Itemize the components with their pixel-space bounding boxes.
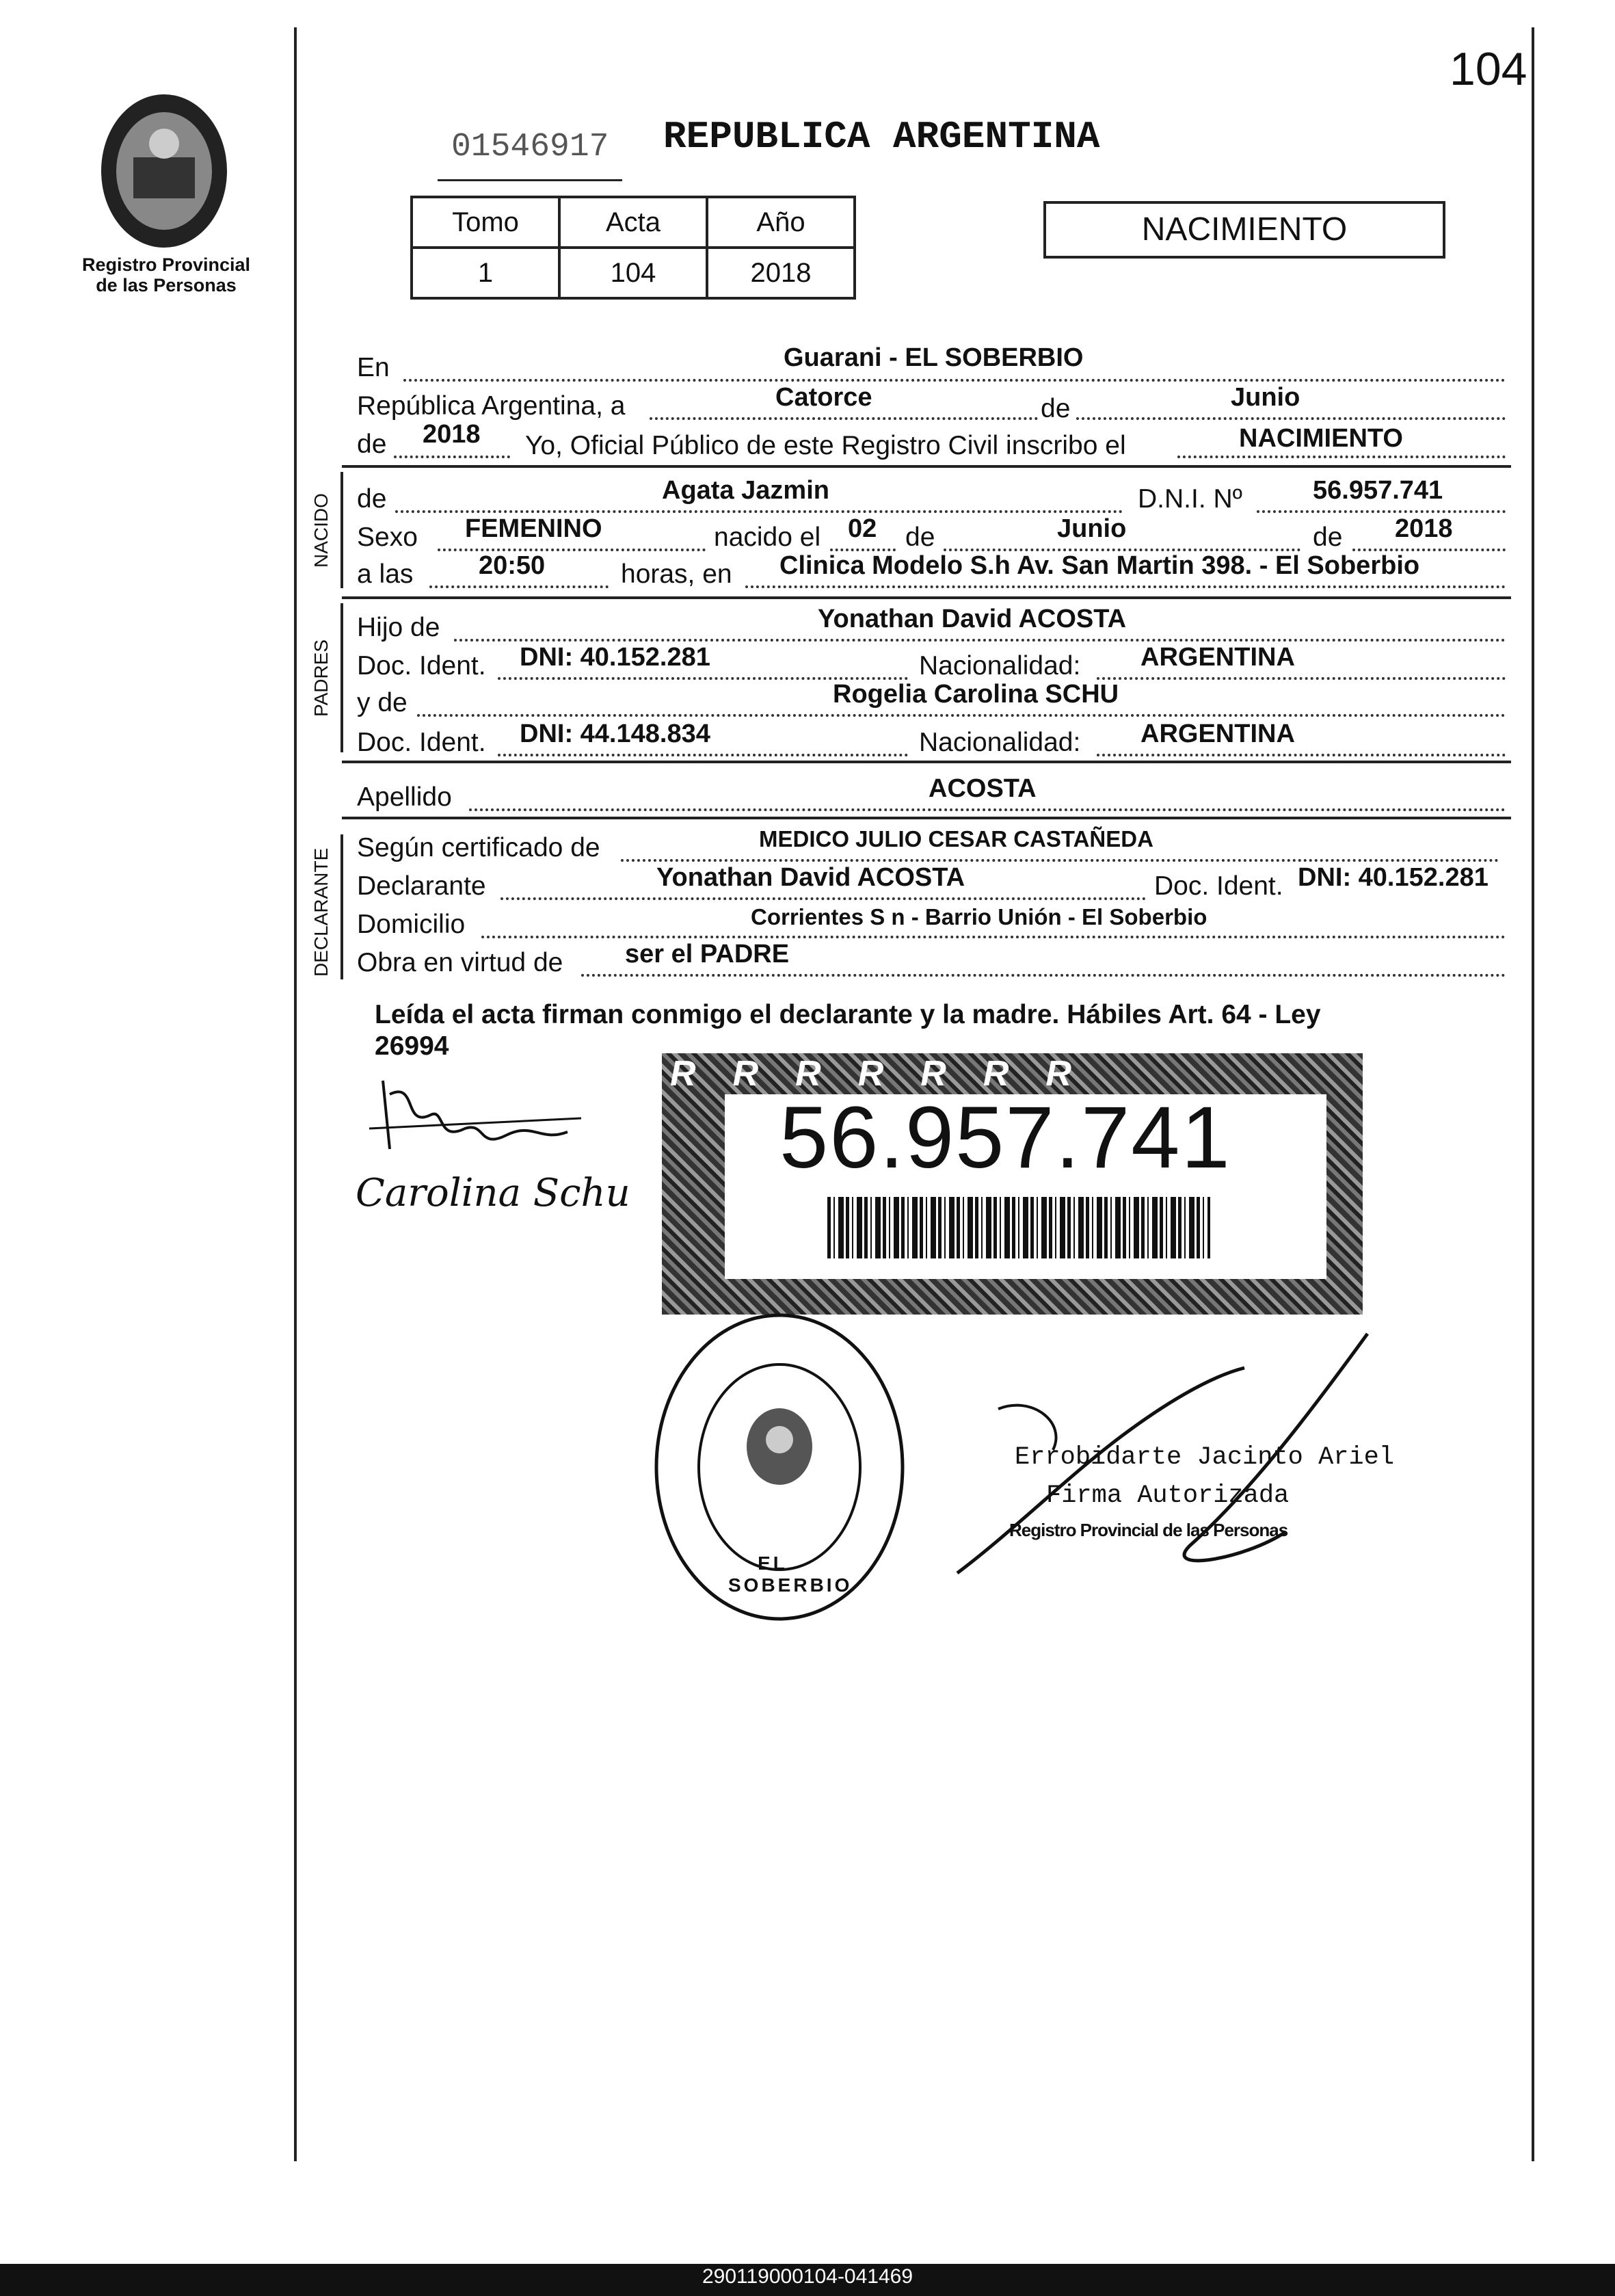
registry-name-line1: Registro Provincial (81, 254, 251, 275)
mother-nat-label: Nacionalidad: (919, 728, 1081, 757)
serial-number: 01546917 (451, 129, 609, 166)
hijo-de-label: Hijo de (357, 613, 440, 642)
record-table (410, 196, 856, 300)
table-header-acta: Acta (559, 197, 707, 248)
id-barcode (827, 1197, 1210, 1258)
coat-of-arms-logo (96, 89, 232, 253)
birth-month-value: Junio (1057, 514, 1127, 543)
birth-day-value: 02 (848, 514, 877, 543)
horas-label: horas, en (621, 559, 732, 589)
nacido-bracket (341, 472, 343, 588)
cert-value: MEDICO JULIO CESAR CASTAÑEDA (759, 826, 1153, 852)
birth-time-value: 20:50 (479, 551, 546, 580)
birth-place-value: Clinica Modelo S.h Av. San Martin 398. - El Soberbio (779, 551, 1420, 580)
nacido-el-label: nacido el (714, 523, 821, 552)
obra-label: Obra en virtud de (357, 948, 563, 977)
band-letter-4: R (857, 1054, 921, 1094)
declarante-label: Declarante (357, 871, 486, 901)
seal-inner-text: EL SOBERBIO (728, 1553, 853, 1596)
declarante-dots (500, 897, 1146, 900)
obra-dots (581, 974, 1506, 977)
apellido-dots (469, 808, 1506, 811)
mother-doc-value: DNI: 44.148.834 (520, 720, 710, 748)
table-value-acta: 104 (559, 248, 707, 298)
dni-dots (1257, 510, 1506, 513)
time-dots (429, 585, 609, 588)
apellido-rule (342, 817, 1511, 819)
mother-name-value: Rogelia Carolina SCHU (833, 680, 1119, 709)
de-label-1: de (1041, 394, 1071, 423)
domicilio-value: Corrientes S n - Barrio Unión - El Soberbio (751, 904, 1207, 929)
declarant-signature (362, 1067, 595, 1173)
right-margin-line (1532, 27, 1534, 2161)
apellido-label: Apellido (357, 782, 452, 812)
declarante-value: Yonathan David ACOSTA (656, 863, 965, 892)
father-nat-label: Nacionalidad: (919, 651, 1081, 681)
month-dots (1076, 417, 1506, 420)
domicilio-label: Domicilio (357, 910, 466, 939)
republica-label: República Argentina, a (357, 391, 626, 421)
footer-code: 290119000104-041469 (702, 2265, 913, 2288)
mother-nat-value: ARGENTINA (1140, 720, 1295, 748)
band-letter-3: R (795, 1054, 858, 1094)
apellido-value: ACOSTA (929, 774, 1037, 803)
year-dots (394, 456, 510, 458)
sexo-dots (438, 549, 706, 551)
band-letter-6: R (983, 1054, 1046, 1094)
band-letter-1: R (670, 1054, 733, 1094)
registry-name-line2: de las Personas (96, 275, 237, 295)
month-value: Junio (1231, 383, 1300, 412)
official-title: Firma Autorizada (1046, 1481, 1290, 1510)
padres-section-label: PADRES (310, 639, 332, 717)
father-name-value: Yonathan David ACOSTA (818, 605, 1127, 633)
name-dots (395, 510, 1123, 513)
child-name-value: Agata Jazmin (662, 476, 829, 505)
y-de-label: y de (357, 688, 408, 717)
day-dots (650, 417, 1038, 420)
en-dots (403, 379, 1506, 382)
act-dots (1177, 456, 1506, 458)
declarante-bracket (341, 834, 343, 979)
father-doc-label: Doc. Ident. (357, 651, 486, 681)
official-name: Errobidarte Jacinto Ariel (1015, 1443, 1395, 1472)
father-dots (454, 639, 1506, 642)
dni-value: 56.957.741 (1313, 476, 1443, 505)
domicilio-dots (481, 936, 1506, 938)
year-value: 2018 (423, 420, 481, 449)
padres-rule (342, 761, 1511, 763)
closing-statement-line1: Leída el acta firman conmigo el declarante y la madre. Hábiles Art. 64 - Ley (375, 1000, 1321, 1029)
father-doc-value: DNI: 40.152.281 (520, 643, 710, 672)
cert-label: Según certificado de (357, 833, 600, 862)
cert-dots (621, 859, 1499, 862)
day-value: Catorce (775, 383, 872, 412)
band-letter-7: R (1045, 1054, 1108, 1094)
dni-label: D.N.I. Nº (1138, 484, 1242, 514)
nacido-section-label: NACIDO (310, 493, 332, 568)
oficial-text: Yo, Oficial Público de este Registro Civil inscribo el (525, 431, 1126, 460)
padres-bracket (341, 603, 343, 752)
mother-doc-dots (498, 754, 908, 756)
declarante-doc-label: Doc. Ident. (1154, 871, 1283, 901)
sexo-value: FEMENINO (465, 514, 602, 543)
page-number: 104 (1450, 43, 1527, 95)
declarante-doc-value: DNI: 40.152.281 (1298, 863, 1489, 892)
closing-statement-line2: 26994 (375, 1031, 449, 1061)
declarante-section-label: DECLARANTE (310, 847, 332, 977)
birth-year-value: 2018 (1395, 514, 1453, 543)
obra-value: ser el PADRE (625, 940, 790, 968)
id-stamp-number: 56.957.741 (779, 1089, 1231, 1187)
mother-doc-label: Doc. Ident. (357, 728, 486, 757)
mother-nat-dots (1097, 754, 1506, 756)
father-nat-value: ARGENTINA (1140, 643, 1295, 672)
document-type-box: NACIMIENTO (1043, 201, 1445, 259)
en-label: En (357, 353, 390, 382)
act-value: NACIMIENTO (1239, 424, 1403, 453)
nacido-de-label-2: de (905, 523, 935, 552)
alas-label: a las (357, 559, 414, 589)
sexo-label: Sexo (357, 523, 418, 552)
table-header-anio: Año (707, 197, 855, 248)
nacido-rule (342, 596, 1511, 599)
mother-dots (417, 714, 1506, 717)
band-letter-2: R (732, 1054, 796, 1094)
serial-underline (438, 179, 622, 181)
nacido-de-label: de (357, 484, 387, 514)
father-nat-dots (1097, 677, 1506, 680)
place-value: Guarani - EL SOBERBIO (784, 343, 1084, 372)
left-margin-line (294, 27, 297, 2161)
birth-place-dots (745, 585, 1506, 588)
de-label-2: de (357, 430, 387, 459)
mother-signature: Carolina Schu (356, 1171, 630, 1215)
band-letter-5: R (920, 1054, 983, 1094)
country-title: REPUBLICA ARGENTINA (663, 115, 1100, 159)
table-header-tomo: Tomo (412, 197, 559, 248)
table-value-anio: 2018 (707, 248, 855, 298)
table-value-tomo: 1 (412, 248, 559, 298)
official-registry: Registro Provincial de las Personas (1009, 1520, 1288, 1540)
nacido-de-label-3: de (1313, 523, 1343, 552)
intro-rule (342, 465, 1511, 468)
